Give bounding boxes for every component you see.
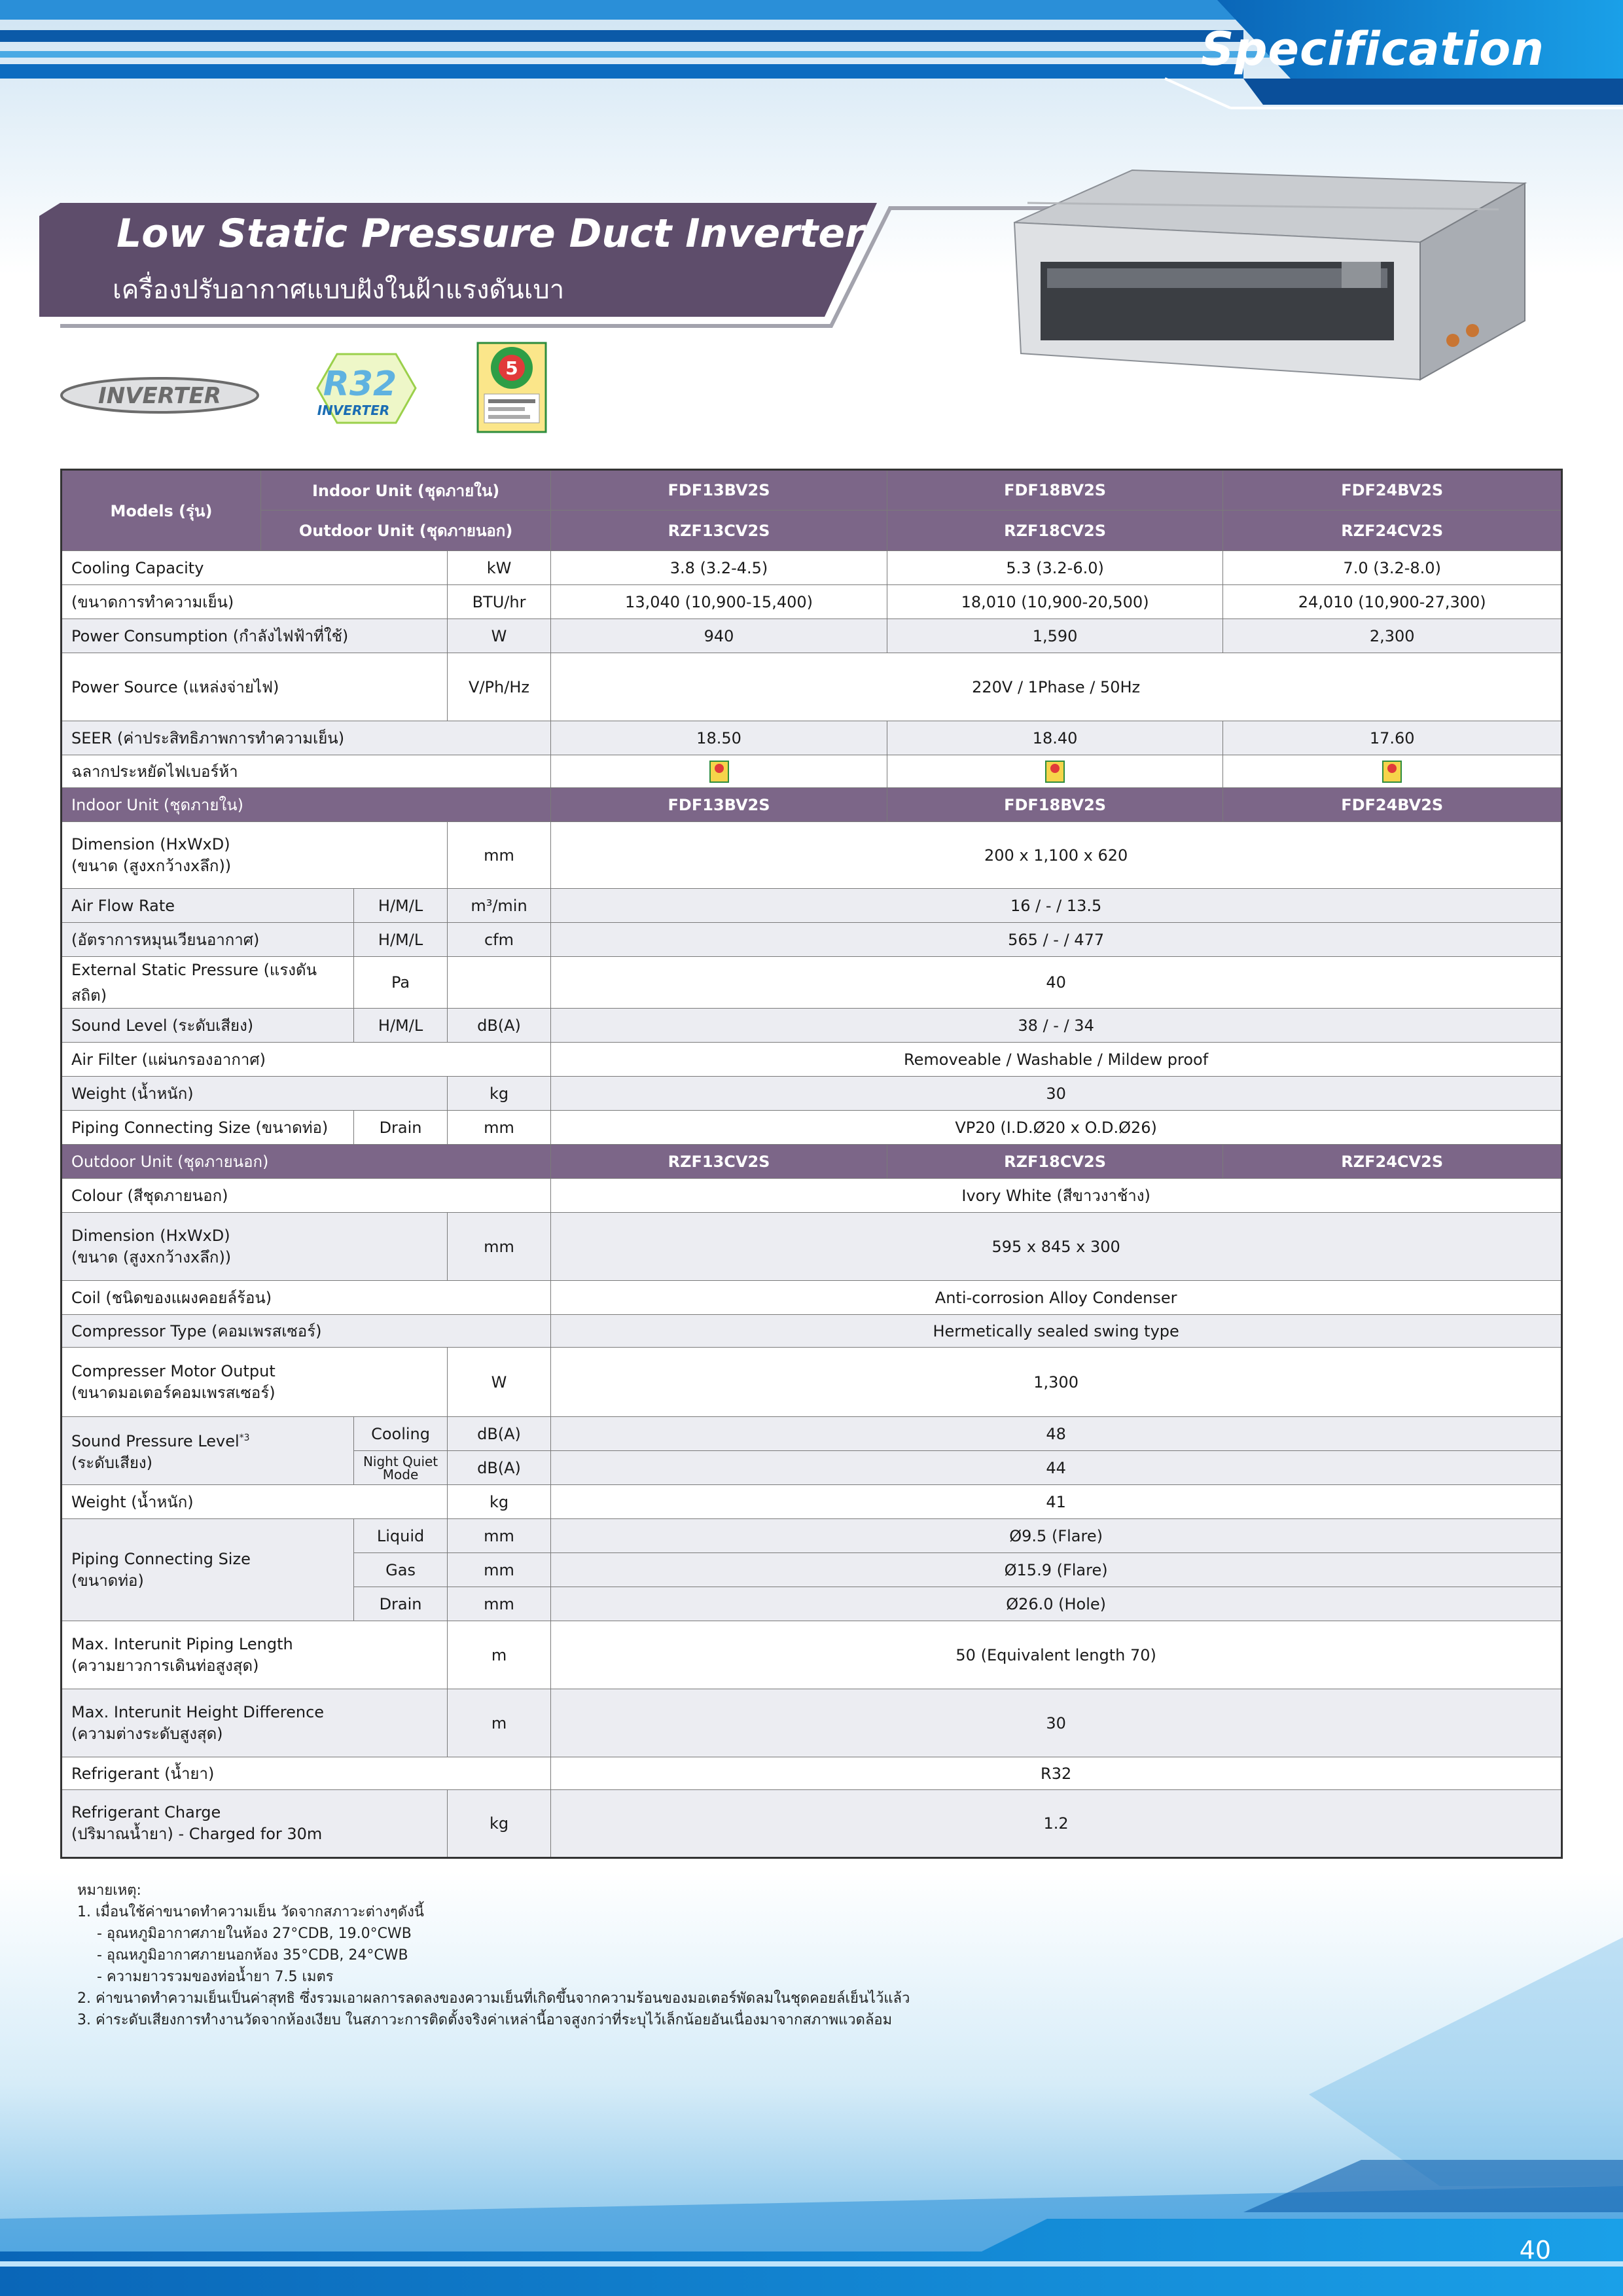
spl-en: Sound Pressure Level bbox=[71, 1432, 240, 1450]
indoor-section-label: Indoor Unit (ชุดภายใน) bbox=[62, 788, 551, 822]
unit-cfm: cfm bbox=[447, 923, 550, 957]
max-height-en: Max. Interunit Height Difference bbox=[71, 1702, 325, 1721]
outdoor-unit-label: Outdoor Unit (ชุดภายนอก) bbox=[260, 511, 550, 551]
models-label: Models (รุ่น) bbox=[62, 470, 261, 551]
note-3: 3. ค่าระดับเสียงการทำงานวัดจากห้องเงียบ ในสภาวะการติดตั้งจริงค่าเหล่านี้อาจสูงกว่าที่ระบุไว้เล็กน้อยอันเนื่องมาจากสภาพแวดล้อม bbox=[77, 2012, 893, 2028]
unit-kw: kW bbox=[447, 551, 550, 585]
page-number: 40 bbox=[1519, 2236, 1551, 2265]
charge-en: Refrigerant Charge bbox=[71, 1803, 221, 1821]
night-quiet-text: Night Quiet bbox=[363, 1453, 438, 1469]
dimension-en: Dimension (HxWxD) bbox=[71, 834, 230, 853]
motor-output-unit: W bbox=[447, 1348, 550, 1417]
cap-btu-3: 24,010 (10,900-27,300) bbox=[1223, 585, 1562, 619]
power-3: 2,300 bbox=[1223, 619, 1562, 653]
power-consumption-label: Power Consumption (กำลังไฟฟ้าที่ใช้) bbox=[62, 619, 448, 653]
footnotes bbox=[77, 1880, 910, 2031]
energy-badge-2 bbox=[887, 755, 1223, 788]
outdoor-weight-unit: kg bbox=[447, 1485, 550, 1519]
motor-output-th: (ขนาดมอเตอร์คอมเพรสเซอร์) bbox=[71, 1383, 276, 1402]
refrigerant-label: Refrigerant (น้ำยา) bbox=[62, 1757, 551, 1790]
product-subtitle: เครื่องปรับอากาศแบบฝังในฝ้าแรงดันเบา bbox=[113, 275, 565, 305]
gas-label: Gas bbox=[354, 1553, 447, 1587]
note-2: 2. ค่าขนาดทำความเย็นเป็นค่าสุทธิ ซึ่งรวมเอาผลการลดลงของความเย็นที่เกิดขึ้นจากความร้อนของมอเตอร์พัดลมในชุดคอยล์เย็นไว้แล้ว bbox=[77, 1990, 910, 2007]
outdoor-drain-label: Drain bbox=[354, 1587, 447, 1621]
note-1: 1. เมื่อนใช้ค่าขนาดทำความเย็น วัดจากสภาวะต่างๆดังนี้ bbox=[77, 1904, 424, 1920]
max-height-label bbox=[62, 1689, 448, 1757]
outdoor-piping-th: (ขนาดท่อ) bbox=[71, 1571, 144, 1590]
indoor-model-2: FDF18BV2S bbox=[887, 470, 1223, 511]
spl-sup: *3 bbox=[239, 1433, 250, 1443]
esp-label: External Static Pressure (แรงดันสถิต) bbox=[62, 957, 354, 1009]
motor-output-value: 1,300 bbox=[551, 1348, 1562, 1417]
indoor-weight-label: Weight (น้ำหนัก) bbox=[62, 1077, 448, 1111]
energy-label-number5 bbox=[476, 342, 547, 433]
outdoor-dimension-en: Dimension (HxWxD) bbox=[71, 1226, 230, 1245]
note-1b: - อุณหภูมิอากาศภายนอกห้อง 35°CDB, 24°CWB bbox=[97, 1947, 408, 1964]
outdoor-piping-label bbox=[62, 1519, 354, 1621]
seer-1: 18.50 bbox=[551, 721, 887, 755]
unit-dba: dB(A) bbox=[447, 1009, 550, 1043]
air-flow-cfm-value: 565 / - / 477 bbox=[551, 923, 1562, 957]
power-source-value: 220V / 1Phase / 50Hz bbox=[551, 653, 1562, 721]
compressor-type-label: Compressor Type (คอมเพรสเซอร์) bbox=[62, 1315, 551, 1348]
indoor-model-3: FDF24BV2S bbox=[1223, 470, 1562, 511]
unit-btu: BTU/hr bbox=[447, 585, 550, 619]
air-flow-th: (อัตราการหมุนเวียนอากาศ) bbox=[62, 923, 354, 957]
power-source-label: Power Source (แหล่งจ่ายไฟ) bbox=[62, 653, 448, 721]
sound-level-label: Sound Level (ระดับเสียง) bbox=[62, 1009, 354, 1043]
gas-unit: mm bbox=[447, 1553, 550, 1587]
indoor-piping-label: Piping Connecting Size (ขนาดท่อ) bbox=[62, 1111, 354, 1145]
indoor-model-1: FDF13BV2S bbox=[551, 470, 887, 511]
specification-table bbox=[60, 469, 1563, 1859]
charge-unit: kg bbox=[447, 1790, 550, 1858]
cap-btu-2: 18,010 (10,900-20,500) bbox=[887, 585, 1223, 619]
max-length-value: 50 (Equivalent length 70) bbox=[551, 1621, 1562, 1689]
cap-kw-2: 5.3 (3.2-6.0) bbox=[887, 551, 1223, 585]
max-height-unit: m bbox=[447, 1689, 550, 1757]
cap-kw-1: 3.8 (3.2-4.5) bbox=[551, 551, 887, 585]
r32-text: R32 bbox=[323, 365, 397, 404]
max-height-value: 30 bbox=[551, 1689, 1562, 1757]
colour-label: Colour (สีชุดภายนอก) bbox=[62, 1179, 551, 1213]
liquid-value: Ø9.5 (Flare) bbox=[551, 1519, 1562, 1553]
air-filter-value: Removeable / Washable / Mildew proof bbox=[551, 1043, 1562, 1077]
notes-heading: หมายเหตุ: bbox=[77, 1882, 141, 1899]
outdoor-dimension-th: (ขนาด (สูงxกว้างxลึก)) bbox=[71, 1247, 232, 1266]
unit-vphhz: V/Ph/Hz bbox=[447, 653, 550, 721]
unit-pa: Pa bbox=[354, 957, 447, 1009]
mode-text: Mode bbox=[382, 1466, 419, 1482]
air-flow-label: Air Flow Rate bbox=[62, 889, 354, 923]
cooling-capacity-th: (ขนาดการทำความเย็น) bbox=[62, 585, 448, 619]
max-length-en: Max. Interunit Piping Length bbox=[71, 1634, 293, 1653]
seer-label: SEER (ค่าประสิทธิภาพการทำความเย็น) bbox=[62, 721, 551, 755]
indoor-weight-value: 30 bbox=[551, 1077, 1562, 1111]
esp-value: 40 bbox=[551, 957, 1562, 1009]
unit-mm: mm bbox=[447, 822, 550, 889]
indoor-section-model-1: FDF13BV2S bbox=[551, 788, 887, 822]
energy-badge-3 bbox=[1223, 755, 1562, 788]
outdoor-dimension-label bbox=[62, 1213, 448, 1281]
product-title: Low Static Pressure Duct Inverter bbox=[116, 211, 865, 257]
charge-label bbox=[62, 1790, 448, 1858]
energy-badge-1 bbox=[551, 755, 887, 788]
indoor-section-model-2: FDF18BV2S bbox=[887, 788, 1223, 822]
air-flow-hml-2: H/M/L bbox=[354, 923, 447, 957]
spl-label bbox=[62, 1417, 354, 1485]
esp-unit-empty bbox=[447, 957, 550, 1009]
page-title: Specification bbox=[1200, 22, 1544, 76]
liquid-label: Liquid bbox=[354, 1519, 447, 1553]
outdoor-weight-label: Weight (น้ำหนัก) bbox=[62, 1485, 448, 1519]
max-height-th: (ความต่างระดับสูงสุด) bbox=[71, 1724, 223, 1743]
motor-output-en: Compresser Motor Output bbox=[71, 1361, 276, 1380]
spl-cooling-label: Cooling bbox=[354, 1417, 447, 1451]
energy-label-label: ฉลากประหยัดไฟเบอร์ห้า bbox=[62, 755, 551, 788]
spl-night-label bbox=[354, 1451, 447, 1485]
air-flow-hml-1: H/M/L bbox=[354, 889, 447, 923]
outdoor-piping-en: Piping Connecting Size bbox=[71, 1549, 251, 1568]
cap-btu-1: 13,040 (10,900-15,400) bbox=[551, 585, 887, 619]
outdoor-model-1: RZF13CV2S bbox=[551, 511, 887, 551]
colour-value: Ivory White (สีขาวงาช้าง) bbox=[551, 1179, 1562, 1213]
sound-value: 38 / - / 34 bbox=[551, 1009, 1562, 1043]
seer-2: 18.40 bbox=[887, 721, 1223, 755]
outdoor-weight-value: 41 bbox=[551, 1485, 1562, 1519]
dimension-th: (ขนาด (สูงxกว้างxลึก)) bbox=[71, 856, 232, 875]
energy-number: 5 bbox=[505, 357, 518, 379]
air-filter-label: Air Filter (แผ่นกรองอากาศ) bbox=[62, 1043, 551, 1077]
outdoor-section-model-3: RZF24CV2S bbox=[1223, 1145, 1562, 1179]
cap-kw-3: 7.0 (3.2-8.0) bbox=[1223, 551, 1562, 585]
max-length-unit: m bbox=[447, 1621, 550, 1689]
r32-inverter-text: INVERTER bbox=[317, 403, 390, 418]
max-length-th: (ความยาวการเดินท่อสูงสุด) bbox=[71, 1656, 259, 1675]
outdoor-section-model-2: RZF18CV2S bbox=[887, 1145, 1223, 1179]
indoor-section-model-3: FDF24BV2S bbox=[1223, 788, 1562, 822]
air-flow-m3-value: 16 / - / 13.5 bbox=[551, 889, 1562, 923]
max-length-label bbox=[62, 1621, 448, 1689]
cooling-capacity-label: Cooling Capacity bbox=[62, 551, 448, 585]
refrigerant-value: R32 bbox=[551, 1757, 1562, 1790]
spl-night-unit: dB(A) bbox=[447, 1451, 550, 1485]
outdoor-dimension-unit: mm bbox=[447, 1213, 550, 1281]
outdoor-drain-value: Ø26.0 (Hole) bbox=[551, 1587, 1562, 1621]
power-1: 940 bbox=[551, 619, 887, 653]
outdoor-section-label: Outdoor Unit (ชุดภายนอก) bbox=[62, 1145, 551, 1179]
gas-value: Ø15.9 (Flare) bbox=[551, 1553, 1562, 1587]
charge-value: 1.2 bbox=[551, 1790, 1562, 1858]
unit-w: W bbox=[447, 619, 550, 653]
note-1c: - ความยาวรวมของท่อน้ำยา 7.5 เมตร bbox=[97, 1969, 334, 1985]
sound-hml: H/M/L bbox=[354, 1009, 447, 1043]
duct-unit-image bbox=[1001, 164, 1544, 425]
spl-night-value: 44 bbox=[551, 1451, 1562, 1485]
coil-label: Coil (ชนิดของแผงคอยล์ร้อน) bbox=[62, 1281, 551, 1315]
spl-cooling-unit: dB(A) bbox=[447, 1417, 550, 1451]
outdoor-model-2: RZF18CV2S bbox=[887, 511, 1223, 551]
indoor-dimension-value: 200 x 1,100 x 620 bbox=[551, 822, 1562, 889]
compressor-type-value: Hermetically sealed swing type bbox=[551, 1315, 1562, 1348]
liquid-unit: mm bbox=[447, 1519, 550, 1553]
spl-th: (ระดับเสียง) bbox=[71, 1454, 152, 1472]
inverter-logo bbox=[60, 376, 260, 415]
outdoor-dimension-value: 595 x 845 x 300 bbox=[551, 1213, 1562, 1281]
inverter-logo-text: INVERTER bbox=[98, 383, 221, 409]
indoor-drain-label: Drain bbox=[354, 1111, 447, 1145]
coil-value: Anti-corrosion Alloy Condenser bbox=[551, 1281, 1562, 1315]
indoor-drain-value: VP20 (I.D.Ø20 x O.D.Ø26) bbox=[551, 1111, 1562, 1145]
unit-m3min: m³/min bbox=[447, 889, 550, 923]
indoor-drain-unit: mm bbox=[447, 1111, 550, 1145]
charge-th: (ปริมาณน้ำยา) - Charged for 30m bbox=[71, 1825, 323, 1843]
indoor-unit-label: Indoor Unit (ชุดภายใน) bbox=[260, 470, 550, 511]
spl-cooling-value: 48 bbox=[551, 1417, 1562, 1451]
motor-output-label bbox=[62, 1348, 448, 1417]
indoor-dimension-label bbox=[62, 822, 448, 889]
outdoor-model-3: RZF24CV2S bbox=[1223, 511, 1562, 551]
seer-3: 17.60 bbox=[1223, 721, 1562, 755]
outdoor-drain-unit: mm bbox=[447, 1587, 550, 1621]
note-1a: - อุณหภูมิอากาศภายในห้อง 27°CDB, 19.0°CWB bbox=[97, 1926, 412, 1942]
power-2: 1,590 bbox=[887, 619, 1223, 653]
outdoor-section-model-1: RZF13CV2S bbox=[551, 1145, 887, 1179]
r32-inverter-logo bbox=[314, 351, 419, 426]
unit-kg: kg bbox=[447, 1077, 550, 1111]
